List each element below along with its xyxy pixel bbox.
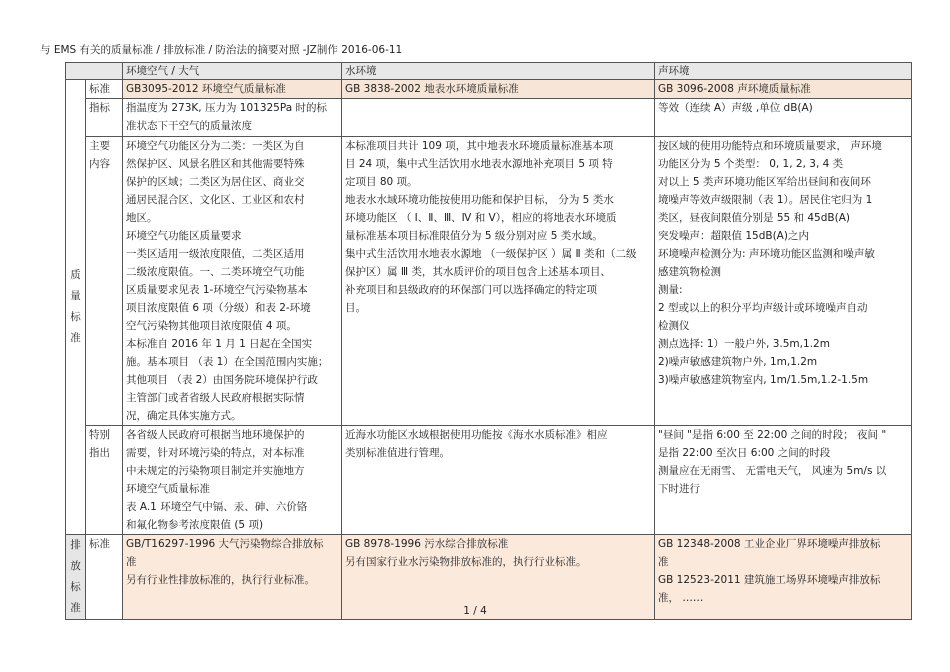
quality-standard-row: [66, 80, 912, 99]
text-line: GB 12523-2011 建筑施工场界环境噪声排放标: [658, 574, 881, 586]
text-line: GB 12348-2008 工业企业厂界环境噪声排放标: [658, 538, 881, 550]
text-line: 主要: [89, 140, 110, 152]
text-line: 准: [126, 556, 137, 568]
quality-special-label: [86, 426, 123, 535]
quality-category-label: [70, 265, 82, 349]
text-line: 补充项目和县级政府的环保部门可以选择确定的特定项: [345, 284, 597, 296]
text-line: 区质量要求见表 1-环境空气污染物基本: [126, 284, 308, 296]
header-water: 水环境: [342, 63, 655, 80]
air-special-text: [123, 426, 342, 535]
text-line: 然保护区、风景名胜区和其他需要特殊: [126, 158, 305, 170]
water-special-text: [342, 426, 655, 535]
category-char: 放: [70, 560, 81, 572]
text-line: 环境空气功能区分为二类：一类区为自: [126, 140, 305, 152]
text-line: 等效（连续 A）声级 ,单位 dB(A): [658, 102, 813, 114]
emission-standard-label: 标准: [86, 535, 123, 620]
noise-index-text: [655, 99, 912, 137]
category-char: 质: [70, 269, 81, 281]
text-line: 保护的区域；二类区为居住区、商业交: [126, 176, 305, 188]
header-row: [66, 63, 912, 80]
text-line: 需要，针对环境污染的特点，对本标准: [126, 447, 305, 459]
text-line: GB/T16297-1996 大气污染物综合排放标: [126, 538, 324, 550]
text-line: 检测仪: [658, 320, 690, 332]
air-index-text: [123, 99, 342, 137]
text-line: 准， ……: [658, 592, 704, 604]
category-char: 准: [70, 602, 81, 614]
text-line: 按区域的使用功能特点和环境质量要求， 声环境: [658, 140, 882, 152]
text-line: 对以上 5 类声环境功能区军给出昼间和夜间环: [658, 176, 871, 188]
noise-special-text: [655, 426, 912, 535]
text-line: 测量应在无雨雪、 无雷电天气， 风速为 5m/s 以: [658, 465, 887, 477]
text-line: "昼间 "是指 6:00 至 22:00 之间的时段； 夜间 ": [658, 429, 887, 441]
quality-index-label: 指标: [86, 99, 123, 137]
text-line: 环境噪声检测分为: 声环境功能区监测和噪声敏: [658, 248, 875, 260]
water-quality-standard: GB 3838-2002 地表水环境质量标准: [342, 80, 655, 99]
text-line: 施。基本项目 （表 1）在全国范围内实施；: [126, 356, 329, 368]
category-char: 标: [70, 581, 81, 593]
text-line: 另有行业性排放标准的，执行行业标准。: [126, 574, 315, 586]
text-line: 感建筑物检测: [658, 266, 721, 278]
text-line: 类别标准值进行管理。: [345, 447, 450, 459]
text-line: 表 A.1 环境空气中镉、汞、砷、六价铬: [126, 501, 308, 513]
text-line: 集中式生活饮用水地表水源地 （一级保护区 ）属 Ⅱ 类和（二级: [345, 248, 637, 260]
text-line: 定项目 80 项。: [345, 176, 418, 188]
text-line: 环境空气功能区质量要求: [126, 230, 242, 242]
text-line: 本标准自 2016 年 1 月 1 日起在全国实: [126, 338, 313, 350]
header-noise: 声环境: [655, 63, 912, 80]
text-line: 项目浓度限值 6 项（分级）和表 2-环境: [126, 302, 311, 314]
standards-comparison-table: [65, 62, 912, 620]
text-line: 下时进行: [658, 483, 700, 495]
water-content-text: [342, 137, 655, 426]
quality-category-cell: [66, 80, 86, 535]
text-line: 环境功能区 （ Ⅰ、Ⅱ、Ⅲ、Ⅳ 和 Ⅴ），相应的将地表水环境质: [345, 212, 617, 224]
text-line: 突发噪声：超限值 15dB(A)之内: [658, 230, 809, 242]
text-line: 指温度为 273K, 压力为 101325Pa 时的标: [126, 102, 327, 114]
text-line: 准: [658, 556, 669, 568]
text-line: 境噪声等效声级限制（表 1）。居民住宅归为 1: [658, 194, 873, 206]
text-line: 况，确定具体实施方式。: [126, 410, 242, 422]
text-line: 和氟化物参考浓度限值 (5 项): [126, 519, 264, 531]
text-line: 2 型或以上的积分平均声级计或环境噪声自动: [658, 302, 868, 314]
text-line: 指出: [89, 447, 110, 459]
text-line: 近海水功能区水域根据使用功能按《海水水质标准》相应: [345, 429, 608, 441]
quality-standard-label: 标准: [86, 80, 123, 99]
category-char: 准: [70, 332, 81, 344]
category-char: 排: [70, 539, 81, 551]
text-line: 地表水水域环境功能按使用功能和保护目标， 分为 5 类水: [345, 194, 614, 206]
text-line: 中未规定的污染物项目制定并实施地方: [126, 465, 305, 477]
text-line: 3)噪声敏感建筑物室内, 1m/1.5m,1.2-1.5m: [658, 374, 869, 386]
air-quality-standard: GB3095-2012 环境空气质量标准: [123, 80, 342, 99]
noise-content-text: [655, 137, 912, 426]
text-line: 准状态下干空气的质量浓度: [126, 120, 252, 132]
text-line: 目 24 项，集中式生活饮用水地表水源地补充项目 5 项 特: [345, 158, 613, 170]
text-line: 另有国家行业水污染物排放标准的，执行行业标准。: [345, 556, 587, 568]
text-line: 量标准基本项目标准限值分为 5 级分别对应 5 类水域。: [345, 230, 603, 242]
text-line: 各省级人民政府可根据当地环境保护的: [126, 429, 305, 441]
air-content-text: [123, 137, 342, 426]
text-line: 一类区适用一级浓度限值，二类区适用: [126, 248, 305, 260]
category-char: 标: [70, 311, 81, 323]
water-index-text: [342, 99, 655, 137]
text-line: 其他项目 （表 2）由国务院环境保护行政: [126, 374, 318, 386]
text-line: 测量:: [658, 284, 683, 296]
text-line: 2)噪声敏感建筑物户外, 1m,1.2m: [658, 356, 818, 368]
quality-content-row: [66, 137, 912, 426]
text-line: 测点选择: 1）一般户外, 3.5m,1.2m: [658, 338, 830, 350]
text-line: 本标准项目共计 109 项，其中地表水环境质量标准基本项: [345, 140, 614, 152]
category-char: 量: [70, 290, 81, 302]
text-line: 目。: [345, 302, 366, 314]
text-line: 是指 22:00 至次日 6:00 之间的时段: [658, 447, 831, 459]
text-line: GB 8978-1996 污水综合排放标准: [345, 538, 509, 550]
text-line: 内容: [89, 158, 110, 170]
text-line: 通居民混合区、文化区、工业区和农村: [126, 194, 305, 206]
text-line: 保护区）属 Ⅲ 类，其水质评价的项目包含上述基本项目、: [345, 266, 611, 278]
quality-content-label: [86, 137, 123, 426]
text-line: 地区。: [126, 212, 158, 224]
page-number: 1 / 4: [463, 605, 487, 617]
document-title: 与 EMS 有关的质量标准 / 排放标准 / 防治法的摘要对照 -JZ制作 2016-06-11: [40, 44, 403, 56]
noise-quality-standard: GB 3096-2008 声环境质量标准: [655, 80, 912, 99]
header-air: 环境空气 / 大气: [123, 63, 342, 80]
header-blank: [66, 63, 123, 80]
text-line: 主管部门或者省级人民政府根据实际情: [126, 392, 305, 404]
text-line: 环境空气质量标准: [126, 483, 210, 495]
text-line: 二级浓度限值。一、二类环境空气功能: [126, 266, 305, 278]
text-line: 类区，昼夜间限值分别是 55 和 45dB(A): [658, 212, 850, 224]
text-line: 特别: [89, 429, 110, 441]
quality-special-row: [66, 426, 912, 535]
text-line: 空气污染物其他项目浓度限值 4 项。: [126, 320, 297, 332]
text-line: 功能区分为 5 个类型： 0, 1, 2, 3, 4 类: [658, 158, 844, 170]
quality-index-row: [66, 99, 912, 137]
